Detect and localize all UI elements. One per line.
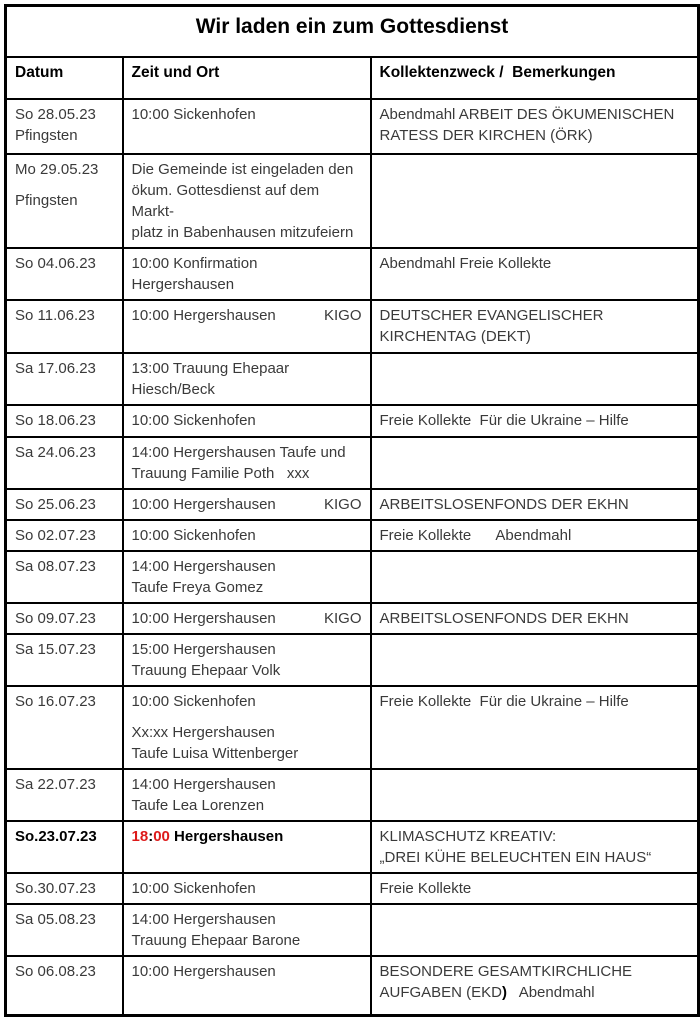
cell-line: BESONDERE GESAMTKIRCHLICHE (379, 962, 633, 980)
table-row (6, 686, 699, 769)
cell-line: Freie Kollekte Abendmahl (379, 526, 572, 544)
cell-line: DEUTSCHER EVANGELISCHER (379, 306, 604, 324)
table-row (6, 353, 699, 405)
date-cell (6, 489, 123, 520)
remarks-cell (371, 686, 699, 769)
remarks-cell (371, 769, 699, 821)
cell-line: 10:00 Sickenhofen (131, 105, 256, 123)
cell-line: Freie Kollekte Für die Ukraine – Hilfe (379, 692, 629, 710)
remarks-cell (371, 353, 699, 405)
time-and-place-cell (123, 489, 371, 520)
remarks-cell (371, 99, 699, 154)
date-cell (6, 154, 123, 248)
table-row (6, 551, 699, 603)
date-cell (6, 99, 123, 154)
cell-line: So 28.05.23 (15, 105, 96, 123)
cell-line: Xx:xx Hergershausen (131, 723, 275, 741)
time-and-place-cell (123, 873, 371, 904)
cell-line: platz in Babenhausen mitzufeiern (131, 223, 354, 241)
table-row (6, 821, 699, 873)
table-row (6, 956, 699, 1016)
remarks-cell (371, 603, 699, 634)
text-segment: 18 (131, 827, 149, 845)
cell-line: So 25.06.23 (15, 495, 96, 513)
page-title: Wir laden ein zum Gottesdienst (6, 6, 699, 57)
text-segment: Abendmahl (507, 983, 595, 1001)
cell-line: Freie Kollekte (379, 879, 472, 897)
header-row (6, 57, 699, 99)
date-cell (6, 353, 123, 405)
remarks-cell (371, 405, 699, 437)
time-and-place-cell (123, 686, 371, 769)
date-cell (6, 634, 123, 686)
cell-line: Trauung Familie Poth xxx (131, 464, 310, 482)
cell-line: Taufe Luisa Wittenberger (131, 744, 299, 762)
date-cell (6, 873, 123, 904)
date-cell (6, 956, 123, 1016)
time-and-place-cell (123, 904, 371, 956)
time-and-place-cell (123, 603, 371, 634)
cell-line: So 18.06.23 (15, 411, 96, 429)
remarks-cell (371, 437, 699, 489)
cell-line: Taufe Lea Lorenzen (131, 796, 265, 814)
cell-line: 10:00 Hergershausen (131, 962, 276, 980)
remarks-cell (371, 821, 699, 873)
cell-line: So 06.08.23 (15, 962, 96, 980)
text-segment: 00 (153, 827, 170, 845)
remarks-cell (371, 489, 699, 520)
table-row (6, 873, 699, 904)
cell-line (132, 608, 362, 629)
cell-line (15, 826, 114, 847)
remarks-cell (371, 154, 699, 248)
cell-line: Freie Kollekte Für die Ukraine – Hilfe (379, 411, 629, 429)
cell-line (132, 305, 362, 326)
cell-line: Sa 05.08.23 (15, 910, 96, 928)
cell-line: Sa 15.07.23 (15, 640, 96, 658)
cell-line: So.30.07.23 (15, 879, 96, 897)
time-and-place-cell (123, 520, 371, 551)
text-segment: ) (502, 983, 508, 1001)
date-cell (6, 821, 123, 873)
cell-line: „DREI KÜHE BELEUCHTEN EIN HAUS“ (379, 848, 652, 866)
cell-line: Sa 22.07.23 (15, 775, 96, 793)
remarks-cell (371, 520, 699, 551)
cell-line: So 11.06.23 (15, 306, 95, 324)
text-segment: 10:00 Hergershausen (131, 495, 276, 513)
table-row (6, 154, 699, 248)
time-and-place-cell (123, 821, 371, 873)
cell-line: So 02.07.23 (15, 526, 96, 544)
cell-line (380, 982, 690, 1003)
cell-line: So 04.06.23 (15, 254, 96, 272)
table-row (6, 520, 699, 551)
time-and-place-cell (123, 769, 371, 821)
remarks-cell (371, 956, 699, 1016)
cell-line: Abendmahl Freie Kollekte (379, 254, 552, 272)
cell-line: 14:00 Hergershausen (131, 557, 276, 575)
cell-line: Sa 24.06.23 (15, 443, 96, 461)
cell-line: Die Gemeinde ist eingeladen den (131, 160, 354, 178)
service-schedule-table (4, 4, 700, 1017)
remarks-cell (371, 300, 699, 353)
schedule-body (6, 6, 699, 1016)
table-row (6, 904, 699, 956)
date-cell (6, 904, 123, 956)
text-segment: 10:00 Hergershausen (131, 306, 276, 324)
cell-line: 10:00 Sickenhofen (131, 879, 256, 897)
cell-line: Sa 17.06.23 (15, 359, 96, 377)
time-and-place-cell (123, 634, 371, 686)
table-row (6, 405, 699, 437)
text-segment: : (148, 827, 154, 845)
text-segment: AUFGABEN (EKD (379, 983, 503, 1001)
cell-line: 15:00 Hergershausen (131, 640, 276, 658)
cell-line: ARBEITSLOSENFONDS DER EKHN (379, 495, 629, 513)
time-and-place-cell (123, 405, 371, 437)
time-and-place-cell (123, 956, 371, 1016)
cell-line (132, 712, 362, 722)
date-cell (6, 248, 123, 300)
time-and-place-cell (123, 551, 371, 603)
date-cell (6, 437, 123, 489)
table-row (6, 300, 699, 353)
cell-line: 10:00 Sickenhofen (131, 526, 256, 544)
cell-line: KLIMASCHUTZ KREATIV: (379, 827, 557, 845)
cell-line: ökum. Gottesdienst auf dem Markt- (131, 181, 324, 220)
cell-line: ARBEITSLOSENFONDS DER EKHN (379, 609, 629, 627)
cell-line: So 16.07.23 (15, 692, 96, 710)
cell-line: 13:00 Trauung Ehepaar Hiesch/Beck (131, 359, 294, 398)
cell-line: Sa 08.07.23 (15, 557, 96, 575)
table-row (6, 437, 699, 489)
text-segment: KIGO (323, 495, 362, 513)
cell-line: Pfingsten (15, 126, 78, 144)
cell-line: Mo 29.05.23 (15, 160, 99, 178)
text-segment: So.23.07.23 (15, 827, 97, 845)
column-header-zeit-und-ort: Zeit und Ort (123, 57, 371, 99)
time-and-place-cell (123, 154, 371, 248)
cell-line: 14:00 Hergershausen (131, 775, 276, 793)
date-cell (6, 405, 123, 437)
cell-line: Pfingsten (15, 191, 78, 209)
cell-line (132, 826, 362, 847)
remarks-cell (371, 904, 699, 956)
time-and-place-cell (123, 437, 371, 489)
text-segment: Hergershausen (169, 827, 284, 845)
cell-line: 14:00 Hergershausen Taufe und (131, 443, 346, 461)
cell-line: Abendmahl ARBEIT DES ÖKUMENISCHEN (379, 105, 675, 123)
column-header-datum: Datum (6, 57, 123, 99)
table-row (6, 769, 699, 821)
table-row (6, 248, 699, 300)
table-row (6, 99, 699, 154)
text-segment: KIGO (323, 609, 362, 627)
date-cell (6, 603, 123, 634)
cell-line: 10:00 Sickenhofen (131, 692, 256, 710)
table-row (6, 634, 699, 686)
text-segment: KIGO (323, 306, 362, 324)
remarks-cell (371, 634, 699, 686)
date-cell (6, 769, 123, 821)
cell-line: Taufe Freya Gomez (131, 578, 264, 596)
time-and-place-cell (123, 99, 371, 154)
cell-line (15, 180, 114, 190)
remarks-cell (371, 248, 699, 300)
cell-line: 10:00 Konfirmation Hergershausen (131, 254, 262, 293)
text-segment: 10:00 Hergershausen (131, 609, 276, 627)
remarks-cell (371, 551, 699, 603)
date-cell (6, 520, 123, 551)
date-cell (6, 686, 123, 769)
remarks-cell (371, 873, 699, 904)
cell-line: So 09.07.23 (15, 609, 96, 627)
table-row (6, 603, 699, 634)
cell-line: Trauung Ehepaar Barone (131, 931, 301, 949)
cell-line: 10:00 Sickenhofen (131, 411, 256, 429)
cell-line: KIRCHENTAG (DEKT) (379, 327, 531, 345)
time-and-place-cell (123, 353, 371, 405)
date-cell (6, 300, 123, 353)
table-row (6, 489, 699, 520)
cell-line: Trauung Ehepaar Volk (131, 661, 281, 679)
time-and-place-cell (123, 300, 371, 353)
cell-line: RATESS DER KIRCHEN (ÖRK) (379, 126, 593, 144)
cell-line (132, 494, 362, 515)
title-row (6, 6, 699, 57)
time-and-place-cell (123, 248, 371, 300)
column-header-kollektenzweck-bemerkungen: Kollektenzweck / Bemerkungen (371, 57, 699, 99)
date-cell (6, 551, 123, 603)
cell-line: 14:00 Hergershausen (131, 910, 276, 928)
